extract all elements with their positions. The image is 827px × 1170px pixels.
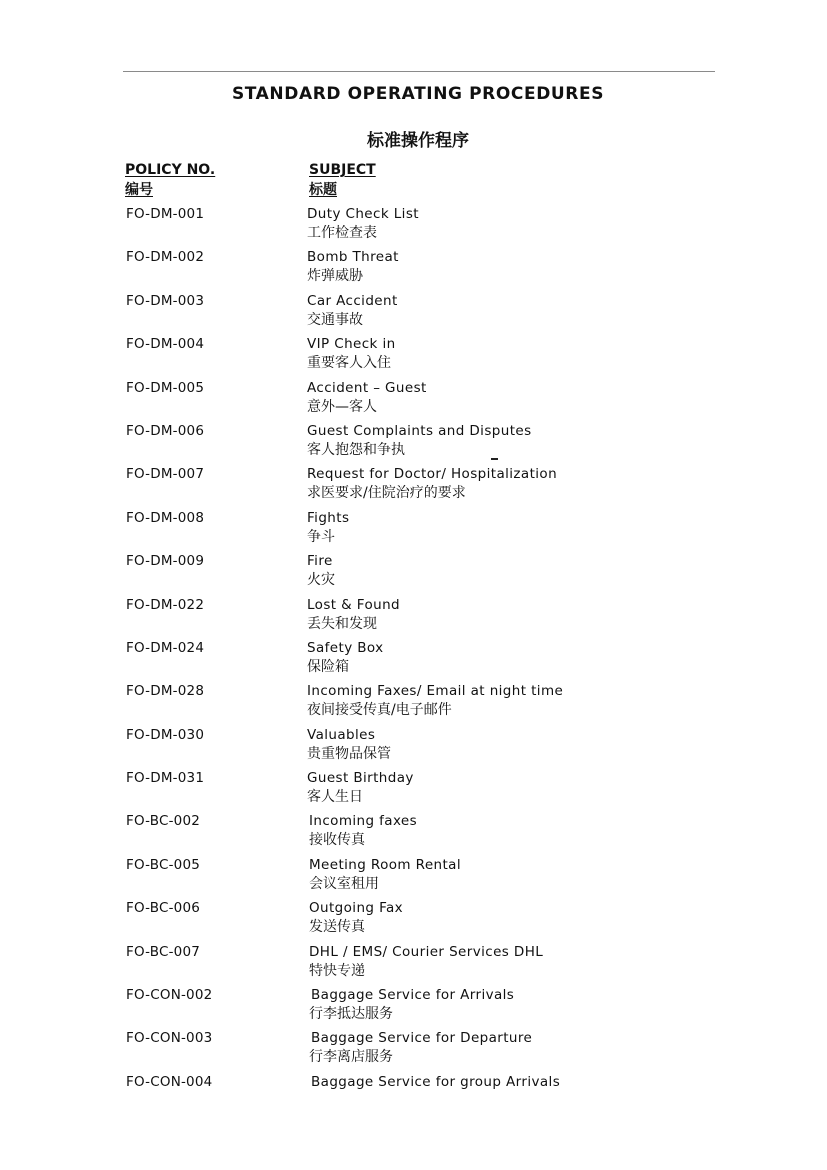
procedure-row xyxy=(0,943,827,986)
subject-zh: 行李抵达服务 xyxy=(309,1006,393,1023)
subject xyxy=(309,1073,560,1092)
subject-zh: 客人抱怨和争执 xyxy=(307,441,405,458)
policy-number: FO-BC-007 xyxy=(126,943,201,960)
procedure-row xyxy=(0,1029,827,1072)
policy-number: FO-DM-031 xyxy=(126,770,205,787)
subject xyxy=(307,639,384,677)
procedure-row xyxy=(0,986,827,1029)
subject-zh: 交通事故 xyxy=(307,311,363,328)
policy-number: FO-DM-004 xyxy=(126,336,205,353)
policy-number: FO-DM-006 xyxy=(126,422,205,439)
procedure-row xyxy=(0,856,827,899)
procedure-row xyxy=(0,292,827,335)
policy-number: FO-CON-004 xyxy=(126,1073,213,1090)
procedure-row xyxy=(0,509,827,552)
subject-zh: 夜间接受传真/电子邮件 xyxy=(307,702,452,719)
subject-zh: 客人生日 xyxy=(307,789,363,806)
subject xyxy=(309,812,417,850)
document-title-chinese: 标准操作程序 xyxy=(367,131,469,151)
subject-zh: 特快专递 xyxy=(309,962,365,979)
subject xyxy=(307,682,563,720)
subject-en: Request for Doctor/ Hospitalization xyxy=(307,466,558,483)
subject xyxy=(307,379,427,417)
subject-en: Guest Birthday xyxy=(307,770,414,787)
subject-en: Baggage Service for Departure xyxy=(311,1030,533,1047)
policy-header-zh: 编号 xyxy=(125,182,153,198)
procedure-row xyxy=(0,422,827,465)
subject xyxy=(307,292,398,330)
policy-header-en: POLICY NO. xyxy=(125,162,216,178)
policy-number: FO-DM-003 xyxy=(126,292,205,309)
policy-number: FO-DM-022 xyxy=(126,596,205,613)
policy-number: FO-BC-002 xyxy=(126,813,201,830)
procedure-row xyxy=(0,335,827,378)
subject-zh: 行李离店服务 xyxy=(309,1049,393,1066)
subject xyxy=(307,422,532,460)
document-title: STANDARD OPERATING PROCEDURES xyxy=(231,84,605,104)
subject-zh: 会议室租用 xyxy=(309,875,379,892)
policy-number: FO-DM-009 xyxy=(126,553,205,570)
subject-en: Baggage Service for Arrivals xyxy=(311,987,515,1004)
subject xyxy=(309,986,514,1024)
subject-en: Safety Box xyxy=(307,639,384,656)
policy-number: FO-DM-028 xyxy=(126,683,205,700)
subject-zh: 发送传真 xyxy=(309,919,365,936)
procedure-row xyxy=(0,465,827,508)
subject-zh: 丢失和发现 xyxy=(307,615,377,632)
subject-zh: 求医要求/住院治疗的要求 xyxy=(307,485,466,502)
policy-number: FO-DM-030 xyxy=(126,726,205,743)
subject xyxy=(307,769,414,807)
subject xyxy=(309,899,403,937)
policy-number: FO-CON-002 xyxy=(126,987,213,1004)
subject-zh: 炸弹威胁 xyxy=(307,268,363,285)
policy-number: FO-DM-002 xyxy=(126,249,205,266)
subject-zh: 保险箱 xyxy=(307,658,349,675)
subject-en: Car Accident xyxy=(307,292,398,309)
policy-number: FO-DM-024 xyxy=(126,639,205,656)
procedure-row xyxy=(0,205,827,248)
procedure-row xyxy=(0,248,827,291)
subject-en: Baggage Service for group Arrivals xyxy=(311,1073,561,1090)
subject-en: Meeting Room Rental xyxy=(309,856,462,873)
policy-number: FO-DM-005 xyxy=(126,379,205,396)
policy-number: FO-DM-007 xyxy=(126,466,205,483)
policy-number: FO-DM-008 xyxy=(126,509,205,526)
subject xyxy=(307,205,419,243)
procedure-row xyxy=(0,899,827,942)
procedure-row xyxy=(0,379,827,422)
subject-en: Incoming Faxes/ Email at night time xyxy=(307,683,564,700)
subject xyxy=(309,856,461,894)
procedure-row xyxy=(0,1073,827,1116)
subject-en: Lost & Found xyxy=(307,596,401,613)
stray-underscore-mark xyxy=(491,458,498,460)
subject xyxy=(307,248,399,286)
policy-number: FO-DM-001 xyxy=(126,206,205,222)
subject xyxy=(309,1029,532,1067)
subject-en: Outgoing Fax xyxy=(309,900,404,917)
subject-en: Duty Check List xyxy=(307,206,419,222)
procedure-list xyxy=(0,205,827,1116)
subject-zh: 火灾 xyxy=(307,572,335,589)
policy-number: FO-CON-003 xyxy=(126,1030,213,1047)
subject-column-header xyxy=(309,160,376,200)
subject-en: Fights xyxy=(307,509,350,526)
procedure-row xyxy=(0,596,827,639)
procedure-row xyxy=(0,726,827,769)
procedure-row xyxy=(0,639,827,682)
subject-en: VIP Check in xyxy=(307,336,396,353)
subject-zh: 重要客人入住 xyxy=(307,355,391,372)
procedure-row xyxy=(0,552,827,595)
policy-column-header xyxy=(125,160,215,200)
subject xyxy=(307,509,349,547)
header-rule xyxy=(123,71,715,72)
subject-en: Accident – Guest xyxy=(307,379,427,396)
subject xyxy=(309,943,543,981)
subject-en: Guest Complaints and Disputes xyxy=(307,422,532,439)
policy-number: FO-BC-006 xyxy=(126,900,201,917)
subject-zh: 意外—客人 xyxy=(307,398,377,415)
subject xyxy=(307,465,557,503)
subject-zh: 贵重物品保管 xyxy=(307,745,391,762)
subject-header-zh: 标题 xyxy=(309,182,337,198)
subject-zh: 接收传真 xyxy=(309,832,365,849)
procedure-row xyxy=(0,812,827,855)
subject-en: Valuables xyxy=(307,726,376,743)
subject-zh: 工作检查表 xyxy=(307,225,377,241)
policy-number: FO-BC-005 xyxy=(126,856,201,873)
subject-en: DHL / EMS/ Courier Services DHL xyxy=(309,943,544,960)
subject xyxy=(307,596,400,634)
subject-header-en: SUBJECT xyxy=(309,162,376,178)
subject-en: Fire xyxy=(307,553,333,570)
subject-en: Incoming faxes xyxy=(309,813,418,830)
procedure-row xyxy=(0,769,827,812)
subject xyxy=(307,726,391,764)
subject xyxy=(307,552,335,590)
subject xyxy=(307,335,396,373)
subject-en: Bomb Threat xyxy=(307,249,399,266)
subject-zh: 争斗 xyxy=(307,528,335,545)
procedure-row xyxy=(0,682,827,725)
